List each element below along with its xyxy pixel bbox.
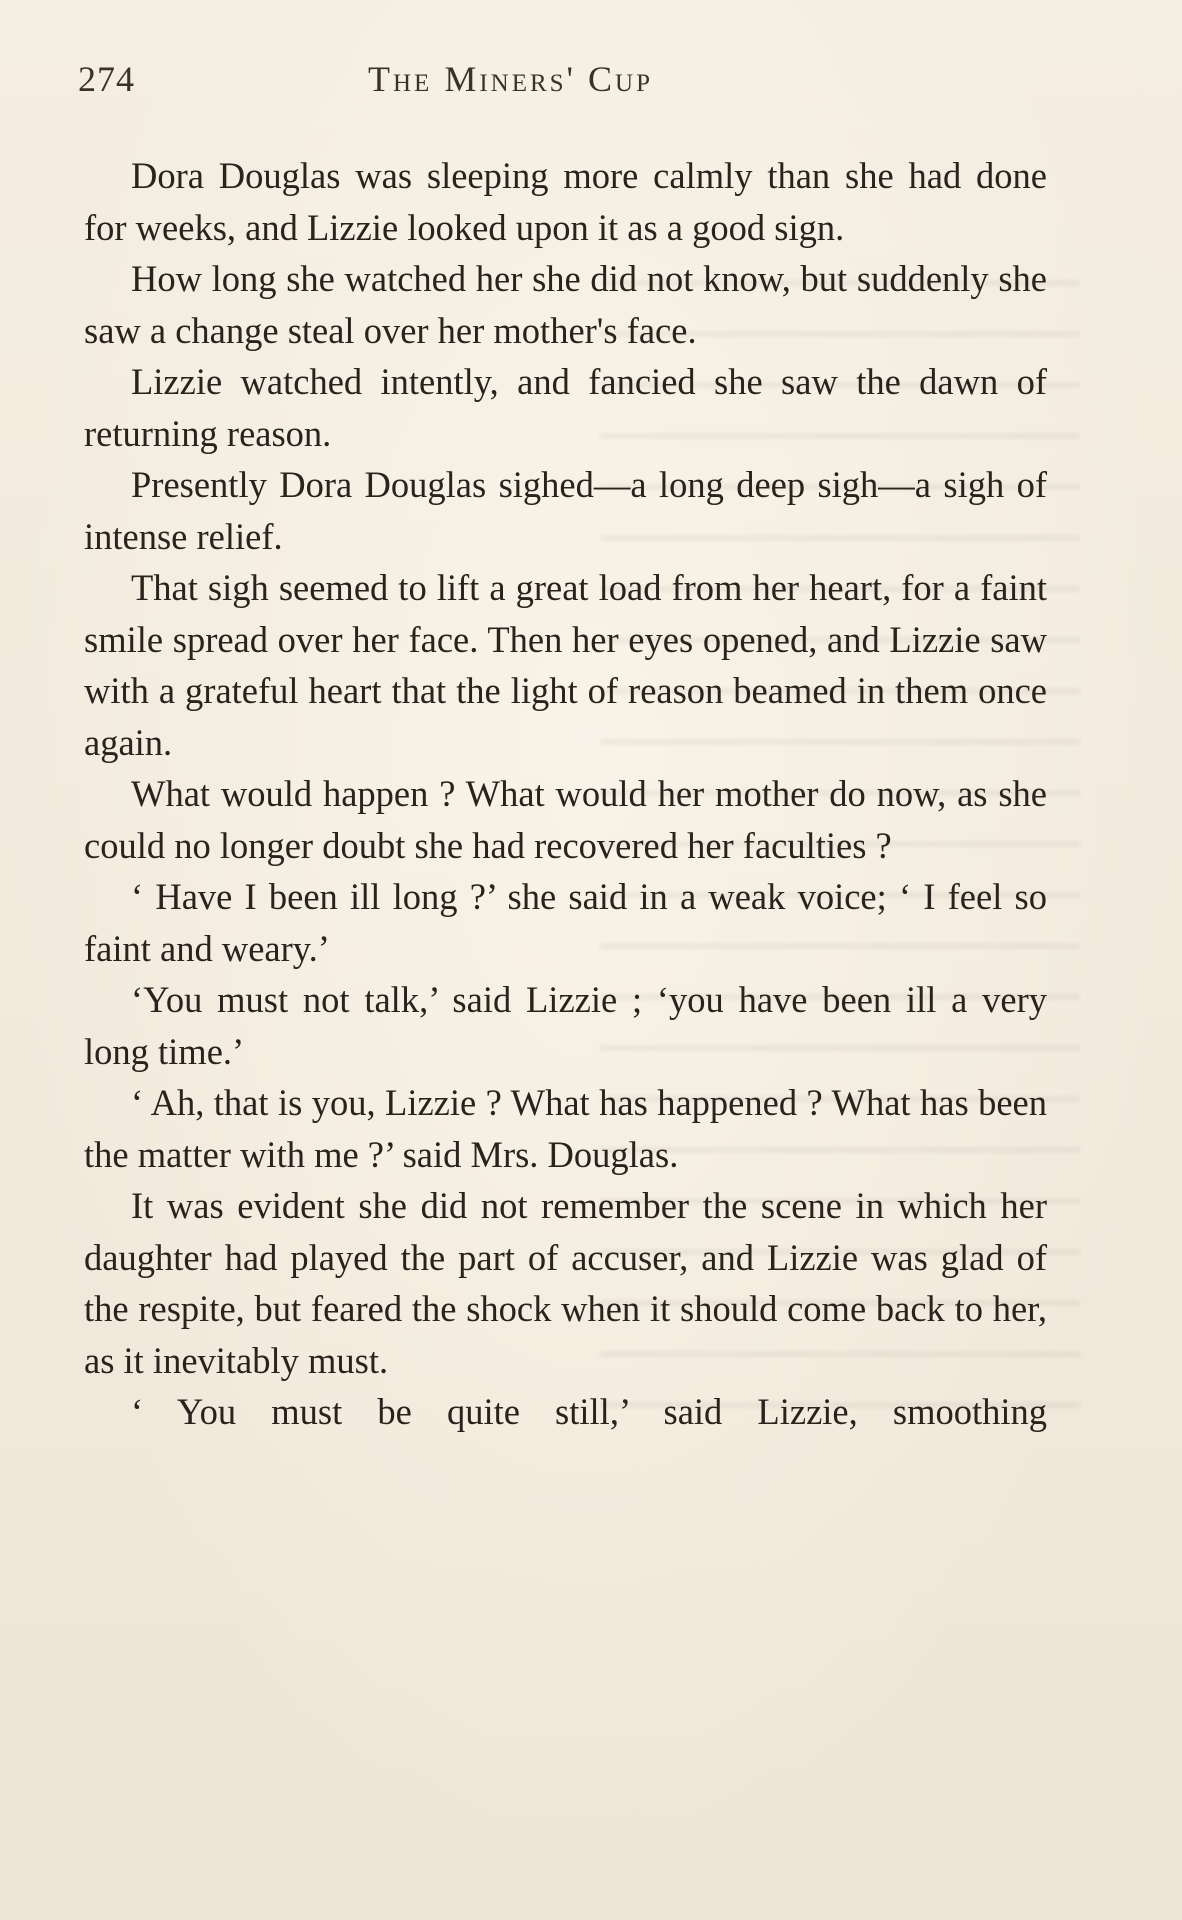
paragraph: How long she watched her she did not know, but suddenly she saw a change steal over her mother's face. <box>84 258 1047 351</box>
paragraph: It was evident she did not remember the scene in which her daughter had played the part of accuser, and Lizzie was glad of the respite, but feared the shock when it should come back to her, as it inevitably must. <box>84 1185 1047 1381</box>
paragraph: ‘ Ah, that is you, Lizzie ? What has happened ? What has been the matter with me ?’ said Mrs. Douglas. <box>84 1082 1047 1175</box>
running-title: The Miners' Cup <box>368 59 654 99</box>
paragraph: ‘ You must be quite still,’ said Lizzie, smoothing <box>131 1391 1047 1432</box>
paragraph: Dora Douglas was sleeping more calmly than she had done for weeks, and Lizzie looked upon it as a good sign. <box>84 155 1047 248</box>
page-header <box>78 58 1078 104</box>
body-text <box>84 150 1047 1438</box>
paragraph: ‘You must not talk,’ said Lizzie ; ‘you have been ill a very long time.’ <box>84 979 1047 1072</box>
page-number: 274 <box>78 59 135 99</box>
paragraph: Lizzie watched intently, and fancied she saw the dawn of returning reason. <box>84 361 1047 454</box>
paragraph: ‘ Have I been ill long ?’ she said in a weak voice; ‘ I feel so faint and weary.’ <box>84 876 1047 969</box>
paragraph: That sigh seemed to lift a great load from her heart, for a faint smile spread over her face. Then her eyes opened, and Lizzie saw with a grateful heart that the light of reason beamed in them once again. <box>84 567 1047 763</box>
paragraph: What would happen ? What would her mother do now, as she could no longer doubt she had recovered her faculties ? <box>84 773 1047 866</box>
paragraph: Presently Dora Douglas sighed—a long deep sigh—a sigh of intense relief. <box>84 464 1047 557</box>
